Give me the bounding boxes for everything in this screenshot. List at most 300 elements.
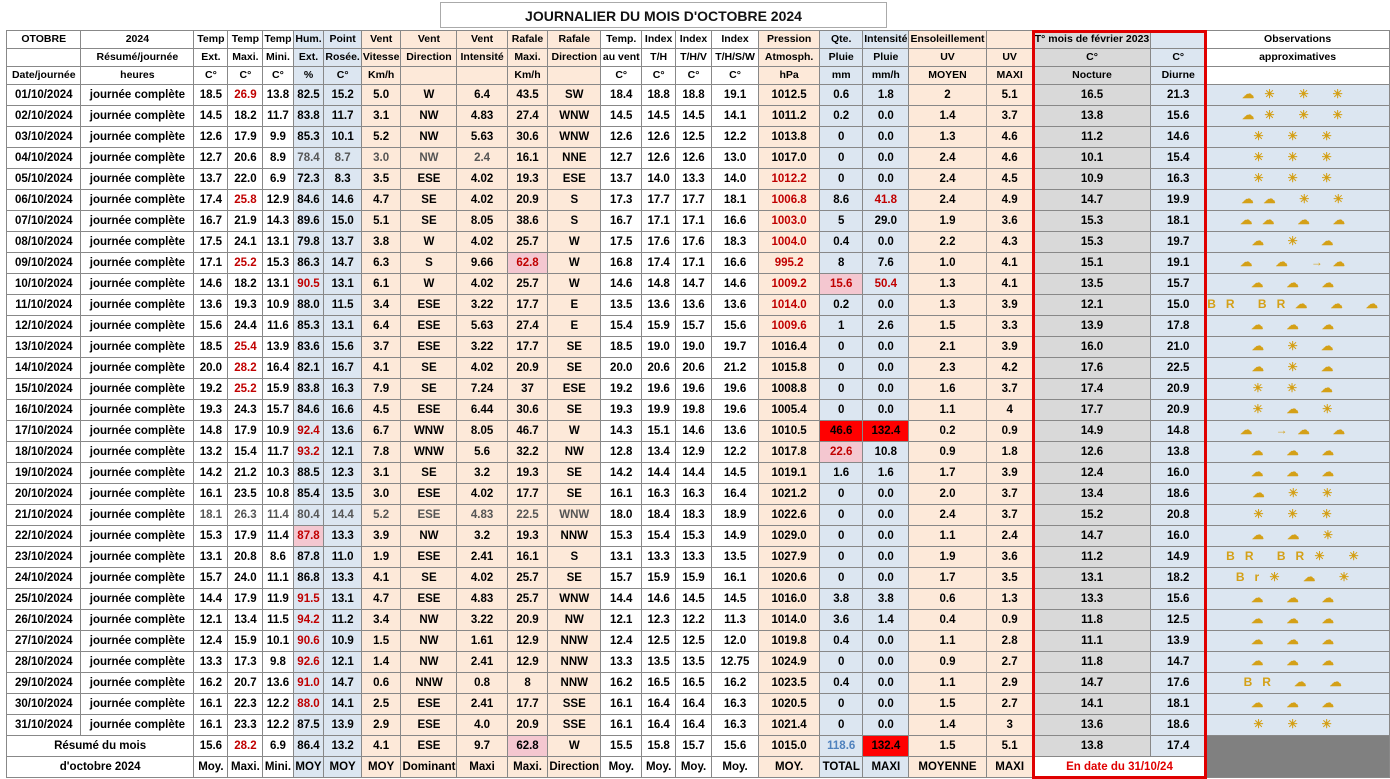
cell: ESE (401, 337, 457, 358)
summary-cell: Dominant (401, 757, 457, 778)
table-row (7, 610, 1390, 631)
cell: SE (401, 568, 457, 589)
cell: 0.0 (863, 337, 909, 358)
cell: 17.7 (642, 190, 676, 211)
cell: NW (401, 610, 457, 631)
cell: 0.6 (909, 589, 986, 610)
cell: 16.3 (324, 379, 361, 400)
cell: 1020.6 (759, 568, 820, 589)
cell: 13.1 (601, 547, 642, 568)
cell: 16.4 (712, 484, 759, 505)
cell: 20.9 (1151, 379, 1206, 400)
date-cell: 12/10/2024 (7, 316, 81, 337)
cell: 20.7 (228, 673, 263, 694)
cell: 15.4 (601, 316, 642, 337)
header-cell: Km/h (507, 67, 548, 85)
cell: 20.9 (507, 715, 548, 736)
cell: 0 (820, 169, 863, 190)
cell: 1.8 (863, 85, 909, 106)
cell: 0.0 (863, 127, 909, 148)
cell: 13.7 (324, 232, 361, 253)
cell: NW (401, 127, 457, 148)
cell: 14.4 (642, 463, 676, 484)
observation-cell (1206, 148, 1390, 169)
cell: 88.0 (293, 694, 324, 715)
cell: 29.0 (863, 211, 909, 232)
cell: 50.4 (863, 274, 909, 295)
cell: 89.6 (293, 211, 324, 232)
cell: 4.83 (457, 505, 507, 526)
cell: SE (548, 358, 601, 379)
date-cell: 06/10/2024 (7, 190, 81, 211)
header-cell: Maxi. (507, 49, 548, 67)
table-row (7, 379, 1390, 400)
cell: 19.3 (507, 526, 548, 547)
cell: 17.4 (642, 253, 676, 274)
weather-icon: ☁ ☁ →☁ (1240, 255, 1355, 269)
cell: 15.6 (820, 274, 863, 295)
cell: 2.8 (986, 631, 1033, 652)
header-cell: Ensoleillement (909, 31, 986, 49)
summary-cell: 86.4 (293, 736, 324, 757)
header-cell: Temp (228, 31, 263, 49)
cell: journée complète (81, 526, 194, 547)
cell: 3.22 (457, 337, 507, 358)
cell: 11.5 (263, 610, 293, 631)
cell: 0.0 (863, 169, 909, 190)
cell: 19.2 (601, 379, 642, 400)
cell: 16.1 (507, 148, 548, 169)
table-row (7, 568, 1390, 589)
cell: 25.7 (507, 589, 548, 610)
cell: 24.4 (228, 316, 263, 337)
cell: 14.6 (1151, 127, 1206, 148)
cell: 0.6 (820, 85, 863, 106)
cell: 13.1 (194, 547, 228, 568)
cell: 15.6 (194, 316, 228, 337)
cell: journée complète (81, 211, 194, 232)
cell: 18.8 (675, 85, 711, 106)
cell: 7.24 (457, 379, 507, 400)
cell: 2.4 (909, 148, 986, 169)
cell: 21.9 (228, 211, 263, 232)
header-cell: MAXI (986, 67, 1033, 85)
cell: 83.6 (293, 337, 324, 358)
cell: SE (548, 484, 601, 505)
cell: 14.0 (642, 169, 676, 190)
cell: 6.7 (361, 421, 401, 442)
cell: 0 (820, 505, 863, 526)
date-cell: 05/10/2024 (7, 169, 81, 190)
summary-cell: 5.1 (986, 736, 1033, 757)
header-cell: Hum. (293, 31, 324, 49)
cell: 1009.2 (759, 274, 820, 295)
cell: 17.9 (228, 589, 263, 610)
table-row (7, 442, 1390, 463)
cell: 0.2 (820, 295, 863, 316)
cell: 0.4 (820, 673, 863, 694)
cell: 90.5 (293, 274, 324, 295)
cell: 22.0 (228, 169, 263, 190)
cell: 13.7 (194, 169, 228, 190)
cell: NNW (548, 652, 601, 673)
cell: 12.6 (675, 148, 711, 169)
cell: journée complète (81, 484, 194, 505)
cell: 1012.5 (759, 85, 820, 106)
cell: 8 (820, 253, 863, 274)
cell: 28.2 (228, 358, 263, 379)
cell: 1008.8 (759, 379, 820, 400)
cell: NW (548, 610, 601, 631)
cell: 30.6 (507, 400, 548, 421)
cell: 2.4 (909, 169, 986, 190)
cell: 16.7 (601, 211, 642, 232)
table-row (7, 505, 1390, 526)
cell: 12.2 (712, 127, 759, 148)
observation-cell (1206, 400, 1390, 421)
summary-cell: Moy. (642, 757, 676, 778)
weather-icon: ☁ ☁ ☁ (1251, 276, 1344, 290)
cell: W (548, 274, 601, 295)
header-cell: Pression (759, 31, 820, 49)
cell: 25.4 (228, 337, 263, 358)
header-cell (401, 67, 457, 85)
cell: 1009.6 (759, 316, 820, 337)
weather-icon: ☁ ☀ ☁ (1251, 339, 1344, 353)
cell: 3.8 (863, 589, 909, 610)
cell: 132.4 (863, 421, 909, 442)
header-cell: Résumé/journée (81, 49, 194, 67)
cell: NW (401, 148, 457, 169)
cell: 8.6 (263, 547, 293, 568)
cell: NNW (401, 673, 457, 694)
table-row (7, 190, 1390, 211)
weather-icon: ☁ →☁ ☁ (1240, 423, 1355, 437)
cell: journée complète (81, 232, 194, 253)
cell: 14.2 (194, 463, 228, 484)
summary-cell: 132.4 (863, 736, 909, 757)
cell: 18.6 (1151, 484, 1206, 505)
cell: 13.9 (324, 715, 361, 736)
cell: 19.7 (712, 337, 759, 358)
cell: ESE (401, 169, 457, 190)
cell: 19.1 (712, 85, 759, 106)
cell: 90.6 (293, 631, 324, 652)
table-row (7, 400, 1390, 421)
cell: 10.1 (324, 127, 361, 148)
header-cell: C° (712, 67, 759, 85)
cell: 25.7 (507, 274, 548, 295)
cell: 1.6 (909, 379, 986, 400)
cell: 11.6 (263, 316, 293, 337)
observation-cell (1206, 442, 1390, 463)
cell: W (548, 232, 601, 253)
cell: 1016.0 (759, 589, 820, 610)
cell: 5.6 (457, 442, 507, 463)
cell: 13.4 (642, 442, 676, 463)
cell: 0.0 (863, 631, 909, 652)
summary-cell: 15.5 (601, 736, 642, 757)
cell: 0.4 (820, 232, 863, 253)
cell: 16.0 (1151, 526, 1206, 547)
header-cell: C° (263, 67, 293, 85)
cell: 5.2 (361, 127, 401, 148)
header-cell: UV (986, 49, 1033, 67)
cell: SSE (548, 715, 601, 736)
header-cell: approximatives (1206, 49, 1390, 67)
cell: 12.9 (263, 190, 293, 211)
cell: 23.3 (228, 715, 263, 736)
cell: SE (401, 463, 457, 484)
cell: 62.8 (507, 253, 548, 274)
cell: ESE (401, 400, 457, 421)
cell: 0.9 (986, 421, 1033, 442)
cell: 11.8 (1033, 610, 1151, 631)
cell: 4.02 (457, 568, 507, 589)
cell: 20.0 (601, 358, 642, 379)
cell: 10.8 (263, 484, 293, 505)
cell: journée complète (81, 316, 194, 337)
cell: 1005.4 (759, 400, 820, 421)
cell: journée complète (81, 295, 194, 316)
cell: 16.6 (712, 253, 759, 274)
table-row (7, 253, 1390, 274)
cell: journée complète (81, 169, 194, 190)
cell: 13.3 (642, 547, 676, 568)
observation-cell (1206, 253, 1390, 274)
cell: 19.7 (1151, 232, 1206, 253)
cell: 12.6 (1033, 442, 1151, 463)
date-cell: 21/10/2024 (7, 505, 81, 526)
header-cell (1151, 31, 1206, 49)
cell: 15.3 (194, 526, 228, 547)
cell: 10.9 (263, 295, 293, 316)
header-cell: T/H/V (675, 49, 711, 67)
cell: ESE (401, 694, 457, 715)
cell: 15.7 (263, 400, 293, 421)
cell: 12.8 (601, 442, 642, 463)
cell: 23.5 (228, 484, 263, 505)
cell: 1.7 (909, 463, 986, 484)
cell: 1015.8 (759, 358, 820, 379)
table-row (7, 127, 1390, 148)
cell: 13.3 (324, 568, 361, 589)
cell: 14.9 (712, 526, 759, 547)
cell: 91.5 (293, 589, 324, 610)
cell: 18.2 (228, 106, 263, 127)
summary-cell: 62.8 (507, 736, 548, 757)
cell: 1 (820, 316, 863, 337)
cell: 11.1 (263, 568, 293, 589)
cell: 15.3 (263, 253, 293, 274)
cell: 0 (820, 379, 863, 400)
cell: NW (401, 526, 457, 547)
table-row (7, 673, 1390, 694)
cell: 18.4 (601, 85, 642, 106)
cell: 14.7 (1033, 673, 1151, 694)
header-cell: T° mois de février 2023 (1033, 31, 1151, 49)
cell: W (548, 253, 601, 274)
header-cell: UV (909, 49, 986, 67)
weather-icon: ☀ ☀ ☀ (1253, 150, 1343, 164)
cell: 21.2 (712, 358, 759, 379)
cell: 14.3 (263, 211, 293, 232)
header-cell: C° (642, 67, 676, 85)
cell: 22.6 (820, 442, 863, 463)
cell: 2.41 (457, 547, 507, 568)
cell: 14.8 (1151, 421, 1206, 442)
cell: 15.1 (1033, 253, 1151, 274)
table-row (7, 232, 1390, 253)
header-cell: mm (820, 67, 863, 85)
cell: 1010.5 (759, 421, 820, 442)
cell: 8.6 (820, 190, 863, 211)
cell: journée complète (81, 190, 194, 211)
cell: 46.6 (820, 421, 863, 442)
cell: 16.4 (642, 694, 676, 715)
cell: 20.6 (642, 358, 676, 379)
cell: 37 (507, 379, 548, 400)
cell: 25.7 (507, 232, 548, 253)
observation-cell (1206, 295, 1390, 316)
cell: 8.05 (457, 211, 507, 232)
summary-cell: Maxi (457, 757, 507, 778)
cell: 22.5 (507, 505, 548, 526)
cell: 26.9 (228, 85, 263, 106)
cell: ESE (401, 589, 457, 610)
cell: 11.8 (1033, 652, 1151, 673)
summary-cell: 17.4 (1151, 736, 1206, 757)
cell: 13.6 (263, 673, 293, 694)
summary-cell: Maxi. (228, 757, 263, 778)
cell: 0.0 (863, 106, 909, 127)
table-row (7, 316, 1390, 337)
summary-cell: 15.6 (712, 736, 759, 757)
cell: 16.4 (675, 715, 711, 736)
cell: NW (401, 631, 457, 652)
cell: 6.3 (361, 253, 401, 274)
observation-cell (1206, 232, 1390, 253)
cell: 14.6 (675, 421, 711, 442)
cell: 1.1 (909, 673, 986, 694)
cell: 13.9 (263, 337, 293, 358)
observation-cell (1206, 631, 1390, 652)
cell: 1.1 (909, 400, 986, 421)
date-cell: 23/10/2024 (7, 547, 81, 568)
cell: 13.5 (324, 484, 361, 505)
date-cell: 13/10/2024 (7, 337, 81, 358)
weather-icon: ☁ ☁ ☁ (1251, 696, 1344, 710)
header-cell: Pluie (863, 49, 909, 67)
cell: 14.9 (1151, 547, 1206, 568)
cell: 0 (820, 337, 863, 358)
cell: 85.3 (293, 127, 324, 148)
cell: 4.7 (361, 190, 401, 211)
cell: 14.7 (1033, 526, 1151, 547)
cell: 16.4 (675, 694, 711, 715)
summary-cell: 13.2 (324, 736, 361, 757)
cell: W (401, 85, 457, 106)
header-cell: Intensité (863, 31, 909, 49)
cell: 92.4 (293, 421, 324, 442)
cell: 27.4 (507, 316, 548, 337)
cell: W (401, 232, 457, 253)
cell: 17.6 (1151, 673, 1206, 694)
cell: 14.5 (675, 106, 711, 127)
cell: 13.1 (324, 274, 361, 295)
header-cell: Ext. (194, 49, 228, 67)
cell: 22.3 (228, 694, 263, 715)
cell: 12.1 (324, 652, 361, 673)
cell: NW (548, 442, 601, 463)
cell: journée complète (81, 400, 194, 421)
cell: 32.2 (507, 442, 548, 463)
cell: 18.2 (1151, 568, 1206, 589)
cell: 0.0 (863, 358, 909, 379)
cell: 12.3 (642, 610, 676, 631)
cell: 15.3 (675, 526, 711, 547)
cell: journée complète (81, 631, 194, 652)
cell: S (401, 253, 457, 274)
cell: 12.6 (194, 127, 228, 148)
cell: 2.6 (863, 316, 909, 337)
header-cell: Vent (361, 31, 401, 49)
table-row (7, 526, 1390, 547)
cell: 6.44 (457, 400, 507, 421)
cell: 19.3 (507, 169, 548, 190)
table-row (7, 589, 1390, 610)
table-row (7, 715, 1390, 736)
cell: 13.7 (601, 169, 642, 190)
cell: 17.4 (1033, 379, 1151, 400)
cell: 16.7 (194, 211, 228, 232)
cell: 15.7 (675, 316, 711, 337)
cell: 14.7 (1033, 190, 1151, 211)
table-row (7, 211, 1390, 232)
cell: 4.1 (986, 274, 1033, 295)
header-cell: Intensité (457, 49, 507, 67)
cell: 16.6 (712, 211, 759, 232)
cell: 83.8 (293, 106, 324, 127)
observation-cell (1206, 211, 1390, 232)
cell: 41.8 (863, 190, 909, 211)
cell: 11.1 (1033, 631, 1151, 652)
cell: 1.7 (909, 568, 986, 589)
cell: 0.9 (909, 442, 986, 463)
cell: 13.1 (324, 589, 361, 610)
cell: 3.0 (361, 484, 401, 505)
cell: 3.0 (361, 148, 401, 169)
cell: 1022.6 (759, 505, 820, 526)
cell: 14.7 (324, 253, 361, 274)
cell: 2.5 (361, 694, 401, 715)
cell: 86.3 (293, 253, 324, 274)
cell: 15.6 (1151, 106, 1206, 127)
cell: 14.8 (194, 421, 228, 442)
cell: 11.0 (324, 547, 361, 568)
cell: 46.7 (507, 421, 548, 442)
cell: 7.8 (361, 442, 401, 463)
summary-row (7, 757, 1390, 778)
summary-cell: 15.7 (675, 736, 711, 757)
summary-cell: Moy. (601, 757, 642, 778)
cell: 16.6 (324, 400, 361, 421)
table-row (7, 463, 1390, 484)
summary-cell: MOY. (759, 757, 820, 778)
cell: journée complète (81, 505, 194, 526)
cell: 12.1 (601, 610, 642, 631)
cell: 13.6 (675, 295, 711, 316)
